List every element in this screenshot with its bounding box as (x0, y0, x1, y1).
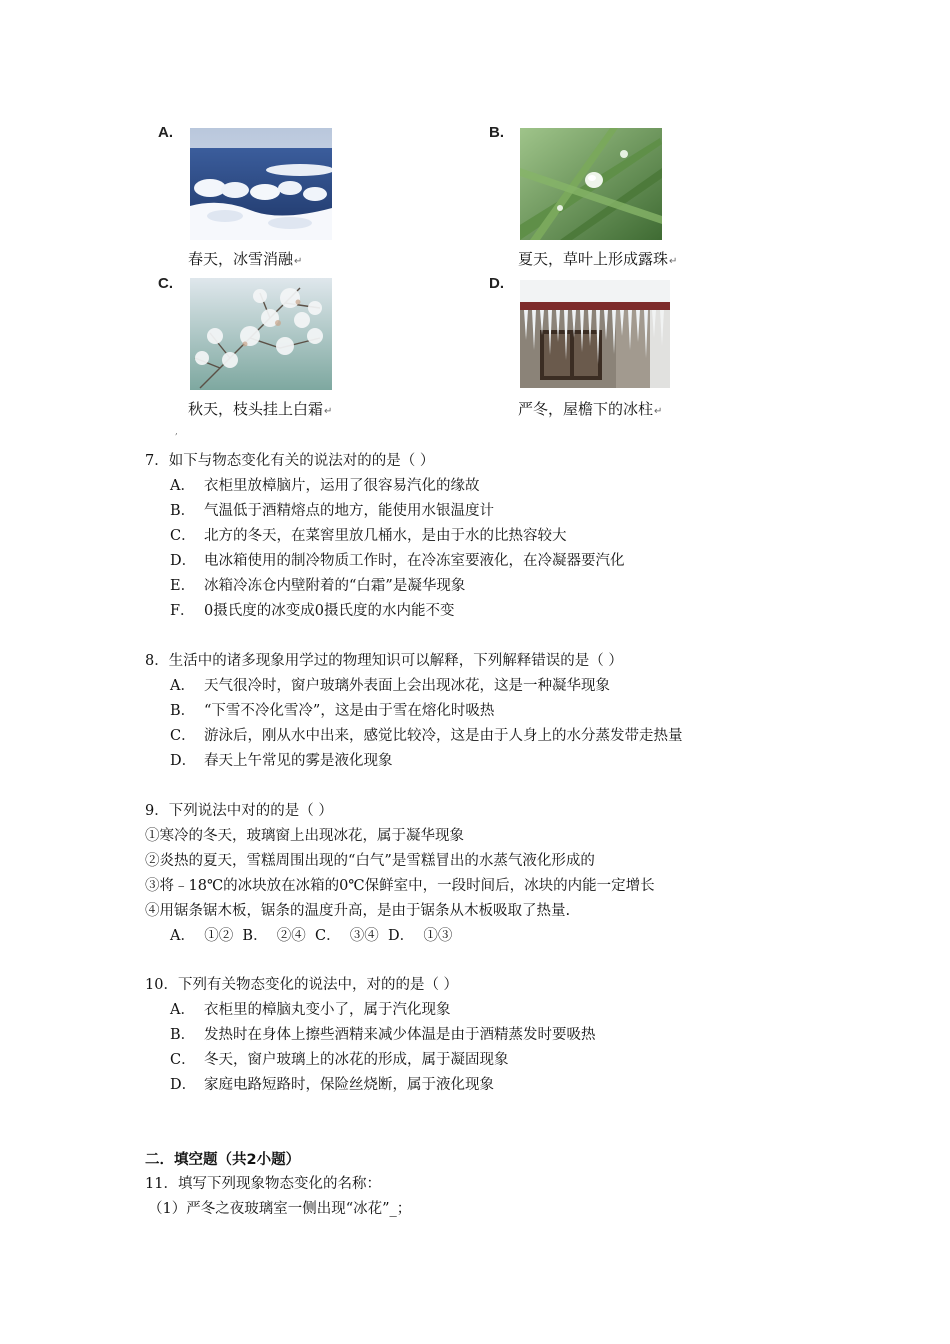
option-b-caption-text: 夏天，草叶上形成露珠 (518, 250, 669, 268)
stray-mark: , (175, 427, 178, 437)
question-9-choices: A． ①② B． ②④ C． ③④ D． ①③ (170, 928, 453, 944)
question-8-option-a (170, 676, 610, 696)
return-mark: ↵ (669, 256, 678, 267)
dew-on-grass-photo (520, 128, 662, 240)
frosted-branches-photo (190, 278, 332, 390)
option-label: E． (170, 578, 196, 594)
option-text: 发热时在身体上擦些酒精来减少体温是由于酒精蒸发时要吸热 (204, 1027, 596, 1043)
question-8-option-c (170, 726, 683, 746)
question-7-option-b (170, 501, 494, 521)
question-9-statement-1: ①寒冷的冬天，玻璃窗上出现冰花，属于凝华现象 (145, 828, 464, 844)
option-label: F． (170, 603, 195, 619)
option-a-caption-text: 春天，冰雪消融 (188, 250, 294, 268)
question-10-option-b (170, 1025, 596, 1045)
question-10-option-d (170, 1075, 494, 1095)
option-a-letter: A. (158, 124, 173, 141)
question-9-stem: 9．下列说法中对的的是（ ） (145, 803, 333, 819)
question-8-option-b (170, 701, 494, 721)
option-label: A． (170, 1002, 195, 1018)
question-7-option-f (170, 601, 454, 621)
option-a-caption (188, 248, 302, 269)
option-text: 电冰箱使用的制冷物质工作时，在冷冻室要液化，在冷凝器要汽化 (204, 553, 625, 569)
question-7-stem: 7．如下与物态变化有关的说法对的的是（ ） (145, 453, 435, 469)
question-10-stem: 10．下列有关物态变化的说法中，对的的是（ ） (145, 977, 459, 993)
question-10-option-c (170, 1050, 509, 1070)
question-7-option-d (170, 551, 625, 571)
option-label: C． (170, 728, 196, 744)
option-label: B． (170, 1027, 196, 1043)
option-label: B． (170, 703, 196, 719)
option-c-letter: C. (158, 275, 173, 292)
option-label: A． (170, 478, 195, 494)
option-text: 衣柜里的樟脑丸变小了，属于汽化现象 (204, 1002, 451, 1018)
section-2-heading: 二．填空题（共2小题） (145, 1152, 301, 1168)
question-10-option-a (170, 1000, 451, 1020)
option-text: 天气很冷时，窗户玻璃外表面上会出现冰花，这是一种凝华现象 (204, 678, 610, 694)
option-label: C． (170, 528, 196, 544)
option-text: 北方的冬天，在菜窖里放几桶水，是由于水的比热容较大 (204, 528, 567, 544)
option-text: 游泳后，刚从水中出来，感觉比较冷，这是由于人身上的水分蒸发带走热量 (204, 728, 683, 744)
question-7-option-c (170, 526, 567, 546)
option-text: 冬天，窗户玻璃上的冰花的形成，属于凝固现象 (204, 1052, 509, 1068)
option-d-caption (518, 398, 662, 419)
option-text: 衣柜里放樟脑片，运用了很容易汽化的缘故 (204, 478, 480, 494)
option-text: 0摄氏度的冰变成0摄氏度的水内能不变 (204, 603, 455, 619)
option-label: C． (170, 1052, 196, 1068)
question-9-statement-3: ③将﹣18℃的冰块放在冰箱的0℃保鲜室中，一段时间后，冰块的内能一定增长 (145, 878, 655, 894)
option-d-caption-text: 严冬，屋檐下的冰柱 (518, 400, 654, 418)
option-c-caption (188, 398, 332, 419)
option-label: D． (170, 753, 197, 769)
option-text: 家庭电路短路时，保险丝烧断，属于液化现象 (204, 1077, 494, 1093)
icicles-under-eaves-photo (520, 280, 670, 388)
question-8-option-d (170, 751, 393, 771)
question-9-statement-4: ④用锯条锯木板，锯条的温度升高，是由于锯条从木板吸取了热量. (145, 903, 571, 919)
option-text: “下雪不冷化雪冷”，这是由于雪在熔化时吸热 (204, 703, 495, 719)
option-text: 春天上午常见的雾是液化现象 (204, 753, 393, 769)
option-c-caption-text: 秋天，枝头挂上白霜 (188, 400, 324, 418)
option-label: A． (170, 678, 195, 694)
question-7-option-e (170, 576, 465, 596)
option-b-caption (518, 248, 677, 269)
question-11-stem: 11．填写下列现象物态变化的名称： (145, 1176, 381, 1192)
option-label: D． (170, 1077, 197, 1093)
return-mark: ↵ (654, 406, 663, 417)
option-b-letter: B. (489, 124, 504, 141)
melting-snow-river-photo (190, 128, 332, 240)
option-text: 气温低于酒精熔点的地方，能使用水银温度计 (204, 503, 494, 519)
question-7-option-a (170, 476, 480, 496)
question-11-item-1: （1）严冬之夜玻璃室一侧出现“冰花”_； (148, 1201, 412, 1217)
option-text: 冰箱冷冻仓内壁附着的“白霜”是凝华现象 (204, 578, 466, 594)
option-label: D． (170, 553, 197, 569)
return-mark: ↵ (294, 256, 303, 267)
question-8-stem: 8．生活中的诸多现象用学过的物理知识可以解释，下列解释错误的是（ ） (145, 653, 623, 669)
return-mark: ↵ (324, 406, 333, 417)
question-9-statement-2: ②炎热的夏天，雪糕周围出现的“白气”是雪糕冒出的水蒸气液化形成的 (145, 853, 595, 869)
option-d-letter: D. (489, 275, 504, 292)
option-label: B． (170, 503, 196, 519)
